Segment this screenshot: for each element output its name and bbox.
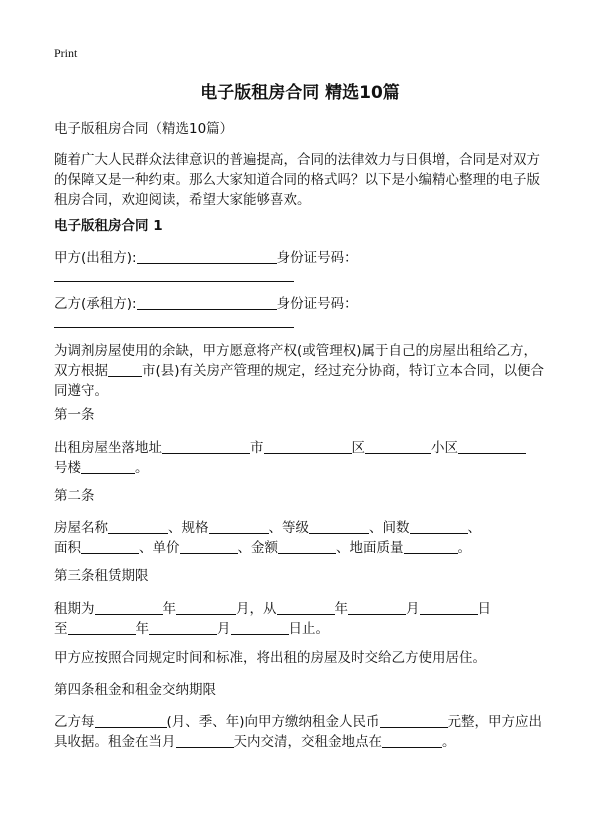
article3-to-label: 至 <box>54 621 68 637</box>
article1-district-blank <box>365 439 431 454</box>
article2-heading: 第二条 <box>54 488 95 504</box>
article4-period-label: 乙方每 <box>54 714 95 730</box>
article3-to-month-label: 月 <box>217 621 231 637</box>
preamble-part2: 市(县)有关房产管理的规定，经过充分协商，特订立本合同，以便合同遵守。 <box>54 363 545 399</box>
party-b-name-blank <box>137 295 277 310</box>
article2-body <box>54 518 550 558</box>
article2-grade-label: 、等级 <box>268 520 309 536</box>
article4-heading: 第四条租金和租金交纳期限 <box>54 682 216 698</box>
article3-from-day-label: 日 <box>477 601 491 617</box>
intro-paragraph: 随着广大人民群众法律意识的普遍提高，合同的法律效力与日俱增，合同是对双方的保障又是一种约束。那么大家知道合同的格式吗？以下是小编精心整理的电子版租房合同，欢迎阅读，希望大家能够喜欢。 <box>54 152 540 208</box>
article1-address-blank <box>162 439 250 454</box>
article1-community-blank <box>458 439 526 454</box>
article1-district-label: 区 <box>351 440 365 456</box>
article3-from-day-blank <box>420 600 478 615</box>
article2-amount-label: 、金额 <box>237 540 278 556</box>
article4-period-blank <box>95 713 167 728</box>
article2-price-blank <box>180 539 238 554</box>
article1-building-label: 号楼 <box>54 460 81 476</box>
article3-to-day-blank <box>231 620 289 635</box>
article3-months-blank <box>176 600 236 615</box>
article1-city-label: 市 <box>250 440 264 456</box>
article1-community-label: 小区 <box>431 440 458 456</box>
preamble-paragraph <box>54 341 550 401</box>
print-link[interactable]: Print <box>54 46 78 60</box>
article2-end: 。 <box>457 540 471 556</box>
article2-amount-blank <box>278 539 336 554</box>
article2-area-label: 面积 <box>54 540 81 556</box>
article3-to-year-label: 年 <box>135 621 149 637</box>
article2-sep: 、 <box>467 520 481 536</box>
article3-handover: 甲方应按照合同规定时间和标准，将出租的房屋及时交给乙方使用居住。 <box>54 650 486 666</box>
party-b-id-blank <box>54 327 294 328</box>
party-a-line <box>54 248 550 268</box>
article2-floor-label: 、地面质量 <box>336 540 404 556</box>
article2-area-blank <box>81 539 139 554</box>
article3-heading: 第三条租赁期限 <box>54 568 149 584</box>
article3-from-label: 月，从 <box>236 601 277 617</box>
preamble-city-blank <box>108 362 142 377</box>
article2-grade-blank <box>309 519 369 534</box>
article3-from-month-blank <box>348 600 406 615</box>
article2-spec-blank <box>209 519 269 534</box>
article2-spec-label: 、规格 <box>168 520 209 536</box>
page-title: 电子版租房合同 精选10篇 <box>200 83 400 103</box>
article3-from-month-label: 月 <box>406 601 420 617</box>
article2-rooms-blank <box>410 519 468 534</box>
article4-place-blank <box>382 733 442 748</box>
article1-address-label: 出租房屋坐落地址 <box>54 440 162 456</box>
article2-floor-blank <box>404 539 458 554</box>
preamble-part1: 为调剂房屋使用的余缺，甲方愿意将产权(或管理权)属于自己的房屋出租给乙方，双方根据 <box>54 343 538 379</box>
article3-body <box>54 599 550 639</box>
article3-to-month-blank <box>149 620 217 635</box>
article1-building-blank <box>81 459 135 474</box>
article1-heading: 第一条 <box>54 407 95 423</box>
article4-rent-label: (月、季、年)向甲方缴纳租金人民币 <box>166 714 380 730</box>
section-heading: 电子版租房合同 1 <box>54 218 163 234</box>
article2-rooms-label: 、间数 <box>369 520 410 536</box>
article1-body <box>54 438 550 478</box>
article4-rent-blank <box>380 713 448 728</box>
article2-name-label: 房屋名称 <box>54 520 108 536</box>
article3-end: 日止。 <box>288 621 329 637</box>
article4-days-blank <box>176 733 234 748</box>
article2-price-label: 、单价 <box>139 540 180 556</box>
party-a-id-label: 身份证号码： <box>276 250 358 266</box>
article3-from-year-label: 年 <box>334 601 348 617</box>
party-b-line <box>54 294 550 314</box>
article1-city-blank <box>264 439 352 454</box>
article4-body <box>54 712 550 752</box>
article1-end: 。 <box>135 460 149 476</box>
article3-year-label: 年 <box>162 601 176 617</box>
article3-years-blank <box>95 600 163 615</box>
article3-from-year-blank <box>277 600 335 615</box>
party-b-label: 乙方(承租方): <box>54 296 137 312</box>
party-a-name-blank <box>137 249 277 264</box>
party-b-id-label: 身份证号码： <box>276 296 358 312</box>
article2-name-blank <box>108 519 168 534</box>
document-subtitle: 电子版租房合同（精选10篇） <box>54 121 234 137</box>
article3-term-label: 租期为 <box>54 601 95 617</box>
party-a-label: 甲方(出租方): <box>54 250 137 266</box>
article4-place-label: 天内交清，交租金地点在 <box>233 734 382 750</box>
article4-end: 。 <box>442 734 456 750</box>
article3-to-year-blank <box>68 620 136 635</box>
article4-receipt-text: 元整，甲方应出具收据。租金在当月 <box>54 714 543 750</box>
party-a-id-blank <box>54 281 294 282</box>
